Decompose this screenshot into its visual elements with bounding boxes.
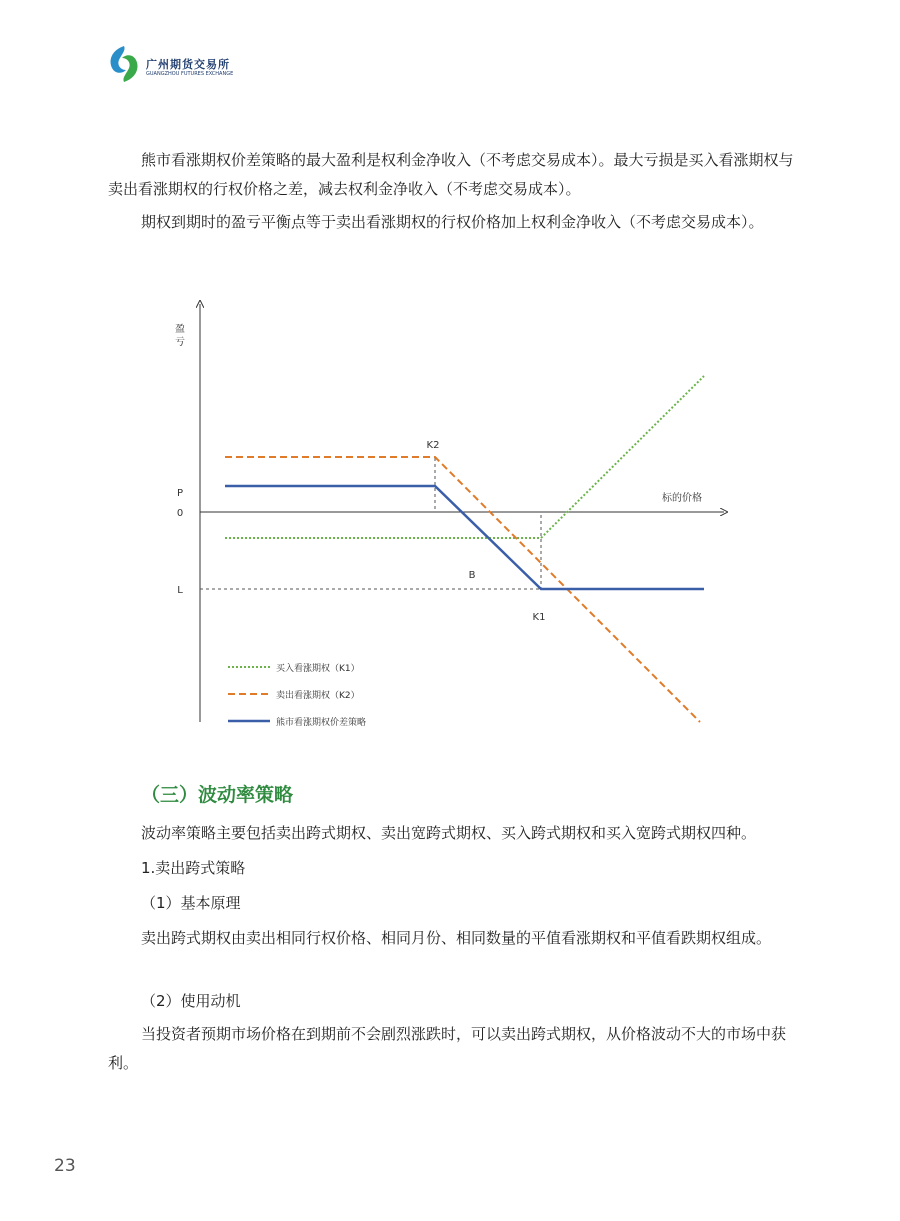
page-number: 23 (54, 1156, 76, 1176)
paragraph-motive: 当投资者预期市场价格在到期前不会剧烈涨跌时，可以卖出跨式期权，从价格波动不大的市场中获利。 (108, 1025, 787, 1072)
label-b: B (468, 570, 476, 581)
paragraph-breakeven: 期权到期时的盈亏平衡点等于卖出看涨期权的行权价格加上权利金净收入（不考虑交易成本）。 (141, 213, 764, 231)
y-axis-label-top: 盈 (175, 324, 185, 335)
x-axis-label: 标的价格 (662, 493, 702, 504)
section-heading: （三）波动率策略 (141, 784, 294, 806)
logo-mark-icon (106, 44, 142, 84)
subheading-motive: （2）使用动机 (141, 992, 241, 1010)
legend-spread-label: 熊市看涨期权价差策略 (276, 718, 367, 728)
subheading-principle: （1）基本原理 (141, 894, 241, 912)
paragraph-max-profit: 熊市看涨期权价差策略的最大盈利是权利金净收入（不考虑交易成本）。最大亏损是买入看涨期权与卖出看涨期权的行权价格之差，减去权利金净收入（不考虑交易成本）。 (108, 151, 794, 198)
legend-short-call-label: 卖出看涨期权（K2） (276, 691, 360, 701)
chart-legend (228, 662, 366, 728)
legend-long-call-label: 买入看涨期权（K1） (276, 664, 360, 674)
logo-chinese-name: 广州期货交易所 (146, 58, 230, 71)
label-k2: K2 (426, 440, 440, 451)
payoff-diagram (160, 290, 740, 740)
label-p: P (176, 488, 184, 499)
paragraph-principle: 卖出跨式期权由卖出相同行权价格、相同月份、相同数量的平值看涨期权和平值看跌期权组成。 (141, 929, 772, 947)
label-zero: 0 (176, 508, 184, 519)
item-short-straddle: 1.卖出跨式策略 (141, 859, 246, 877)
section-intro: 波动率策略主要包括卖出跨式期权、卖出宽跨式期权、买入跨式期权和买入宽跨式期权四种。 (141, 824, 757, 842)
bear-call-spread-line (225, 486, 704, 589)
label-l: L (177, 585, 183, 596)
y-axis-label-bottom: 亏 (175, 337, 185, 348)
label-k1: K1 (532, 612, 546, 623)
logo-english-name: GUANGZHOU FUTURES EXCHANGE (146, 71, 234, 77)
exchange-logo (106, 44, 246, 86)
